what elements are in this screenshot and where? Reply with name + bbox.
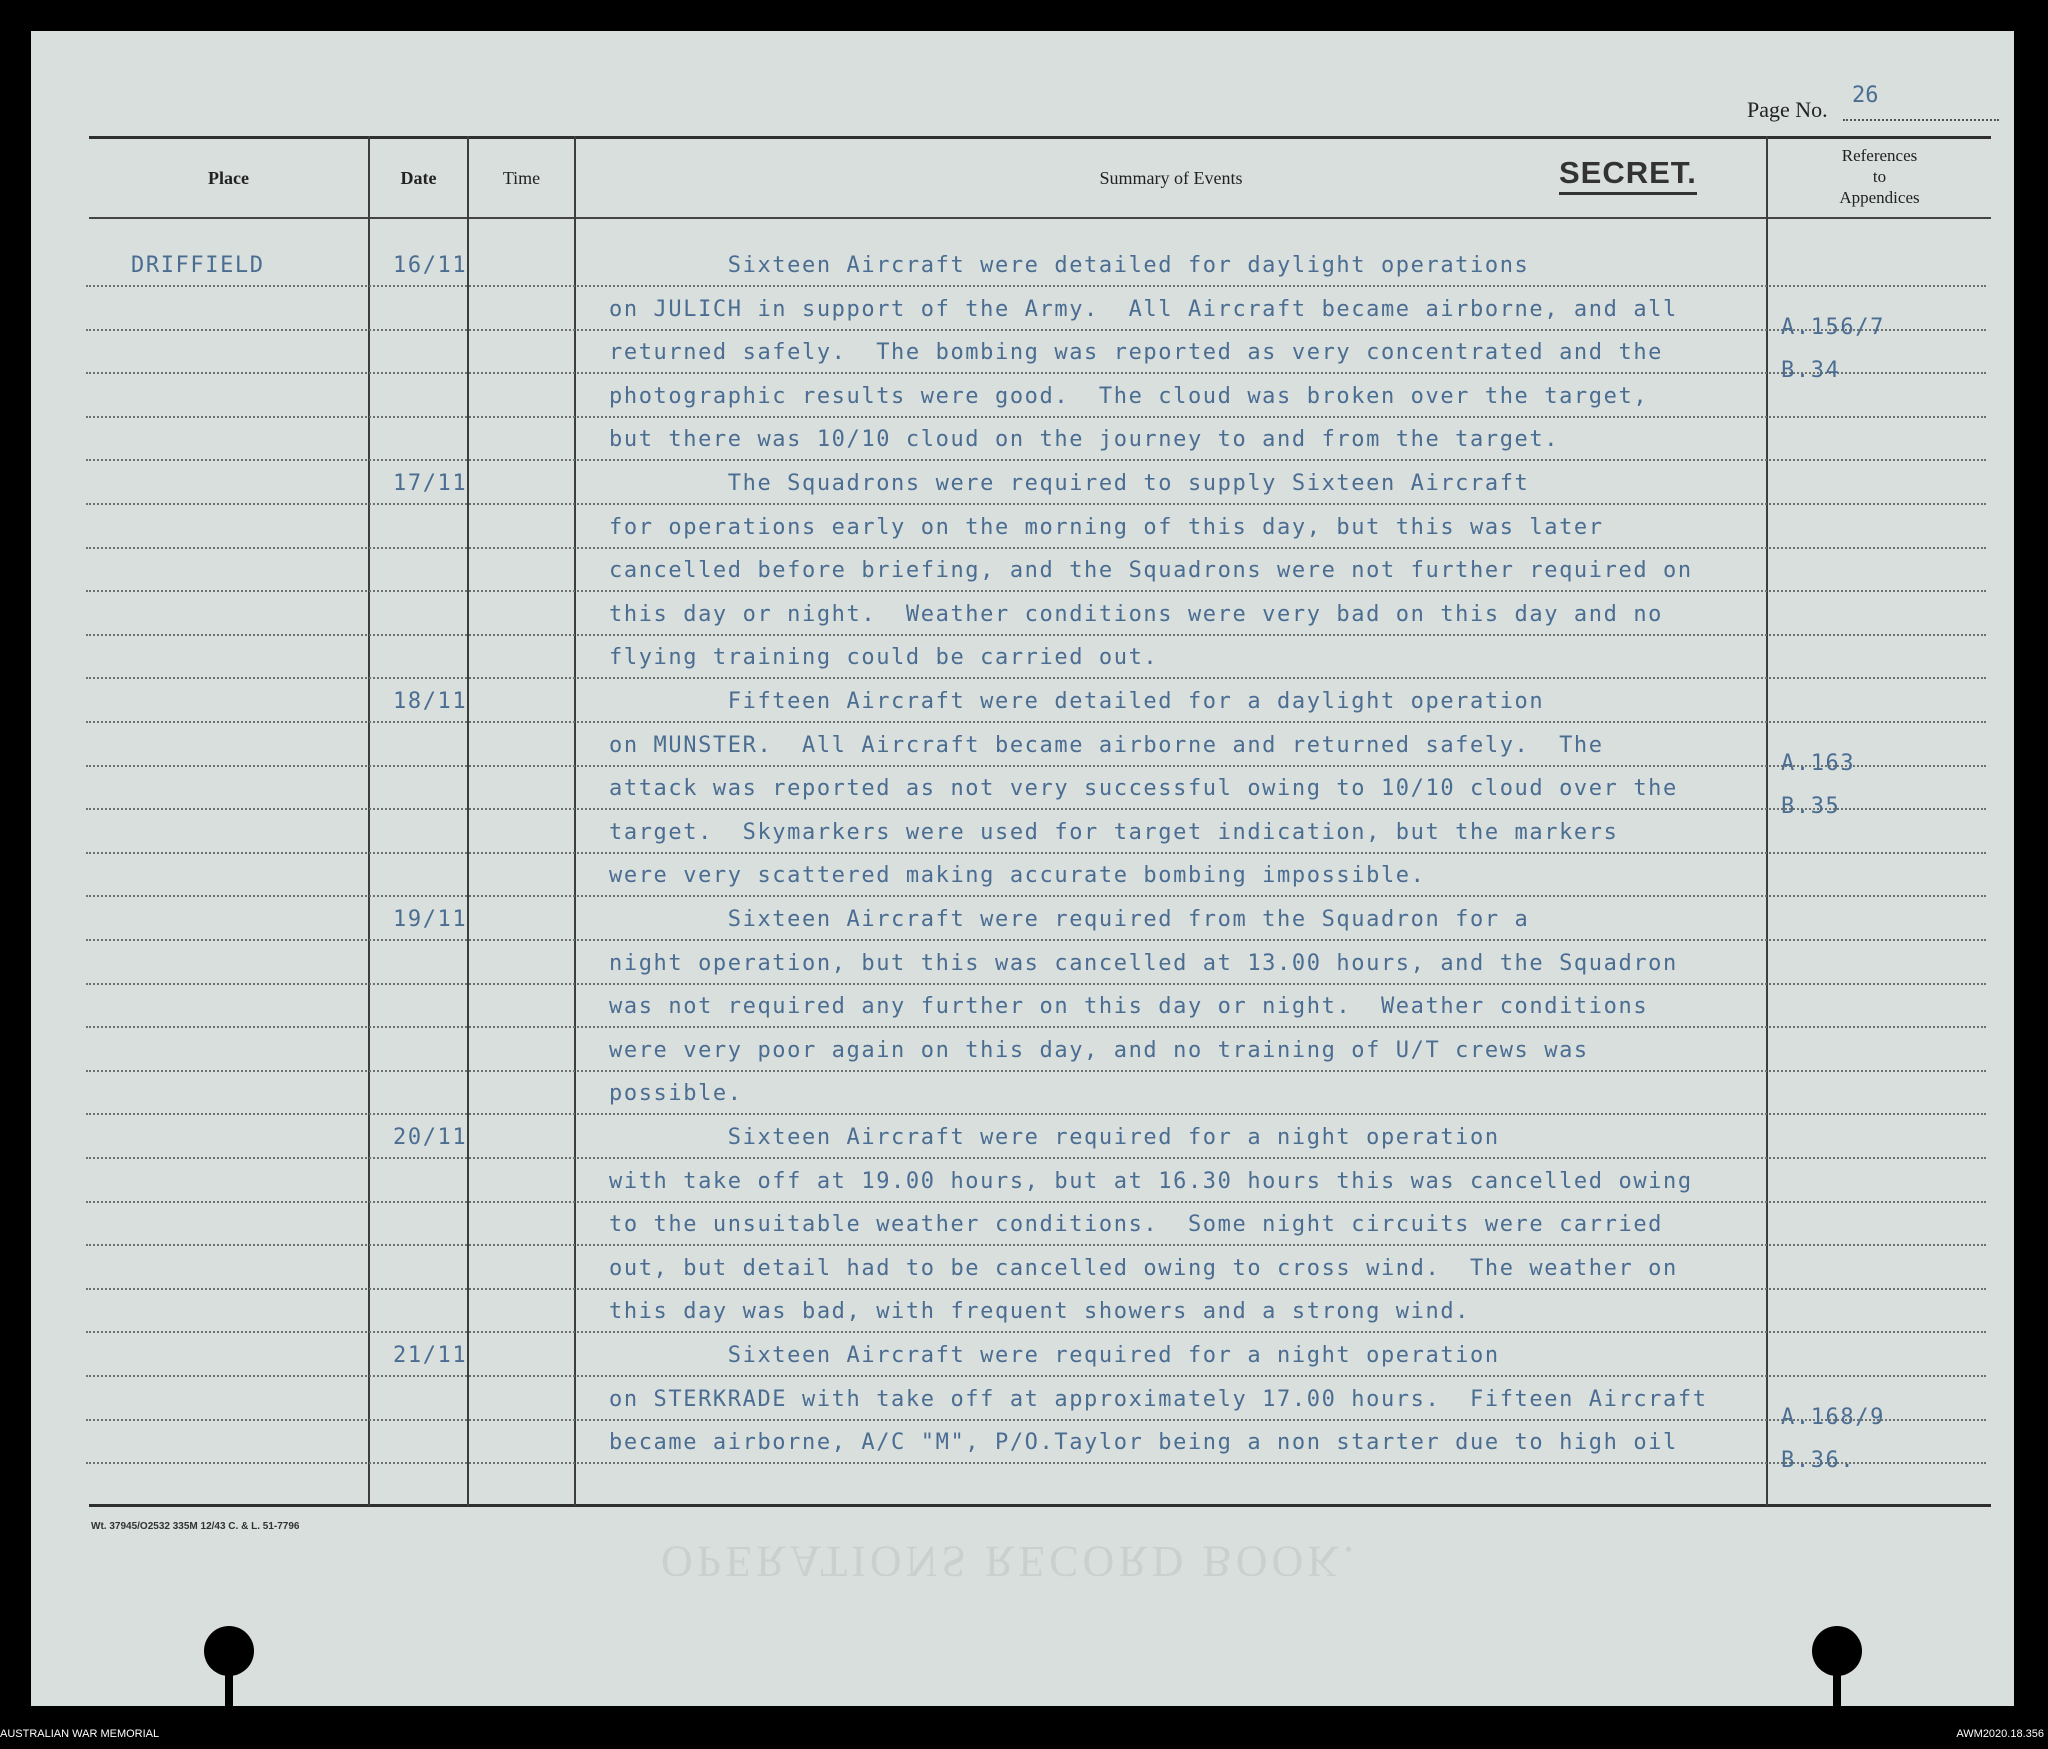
entry-summary-line: this day was bad, with frequent showers and a strong wind. (609, 1299, 1471, 1324)
page-number-value: 26 (1852, 83, 1879, 108)
header-time: Time (502, 168, 541, 188)
binder-hole-slot (1833, 1671, 1841, 1706)
header-references-line: References (1841, 146, 1918, 165)
page-number-label: Page No. (1747, 97, 1828, 122)
printer-imprint: Wt. 37945/O2532 335M 12/43 C. & L. 51-7796 (91, 1521, 300, 1532)
entry-summary-line: returned safely. The bombing was reported as very concentrated and the (609, 340, 1664, 365)
ruled-line (86, 1026, 1986, 1028)
entry-summary-line: attack was reported as not very successful owing to 10/10 cloud over the (609, 776, 1678, 801)
header-date: Date (400, 168, 437, 188)
entry-date: 17/11 (393, 471, 468, 496)
ruled-line (86, 677, 1986, 679)
entry-summary-line: photographic results were good. The cloud was broken over the target, (609, 384, 1649, 409)
entry-date: 19/11 (393, 907, 468, 932)
entry-reference: B.36. (1781, 1448, 1856, 1473)
ruled-line (86, 459, 1986, 461)
entry-reference: A.156/7 (1781, 315, 1885, 340)
ruled-line (86, 1288, 1986, 1290)
binder-hole-slot (225, 1671, 233, 1706)
ruled-line (86, 852, 1986, 854)
entry-summary-line: Sixteen Aircraft were required for a night operation (609, 1125, 1500, 1150)
ruled-line (86, 1070, 1986, 1072)
header-bottom-rule (89, 217, 1991, 219)
entry-summary-line: Sixteen Aircraft were required from the Squadron for a (609, 907, 1530, 932)
ruled-line (86, 1375, 1986, 1377)
ruled-line (86, 503, 1986, 505)
column-separator (1766, 136, 1768, 1506)
header-place: Place (208, 168, 249, 188)
entry-date: 21/11 (393, 1343, 468, 1368)
document-page (31, 31, 2014, 1706)
binder-hole (204, 1626, 254, 1676)
entry-summary-line: Sixteen Aircraft were required for a night operation (609, 1343, 1500, 1368)
entry-date: 16/11 (393, 253, 468, 278)
ruled-line (86, 1201, 1986, 1203)
ruled-line (86, 939, 1986, 941)
binder-hole (1812, 1626, 1862, 1676)
ruled-line (86, 1331, 1986, 1333)
ruled-line (86, 416, 1986, 418)
ruled-line (86, 634, 1986, 636)
page-number-dotted-line (1843, 119, 1999, 121)
place-value: DRIFFIELD (131, 253, 265, 278)
entry-date: 20/11 (393, 1125, 468, 1150)
ruled-line (86, 329, 1986, 331)
header-references (1768, 145, 1991, 208)
entry-summary-line: to the unsuitable weather conditions. Some night circuits were carried (609, 1212, 1664, 1237)
entry-summary-line: but there was 10/10 cloud on the journey to and from the target. (609, 427, 1560, 452)
footer-credit: AUSTRALIAN WAR MEMORIAL (0, 1728, 160, 1740)
table-top-border (89, 136, 1991, 139)
entry-summary-line: on STERKRADE with take off at approximately 17.00 hours. Fifteen Aircraft (609, 1387, 1708, 1412)
entry-summary-line: on MUNSTER. All Aircraft became airborne and returned safely. The (609, 733, 1604, 758)
entry-summary-line: flying training could be carried out. (609, 645, 1159, 670)
ruled-line (86, 590, 1986, 592)
entry-summary-line: were very scattered making accurate bombing impossible. (609, 863, 1426, 888)
ruled-line (86, 1113, 1986, 1115)
footer-accession: AWM2020.18.356 (1956, 1728, 2044, 1740)
ruled-line (86, 721, 1986, 723)
entry-reference: B.34 (1781, 358, 1841, 383)
entry-summary-line: Sixteen Aircraft were detailed for daylight operations (609, 253, 1530, 278)
ruled-line (86, 895, 1986, 897)
entry-reference: B.35 (1781, 794, 1841, 819)
column-separator (368, 136, 370, 1506)
column-separator (467, 136, 469, 1506)
ruled-line (86, 765, 1986, 767)
ruled-line (86, 285, 1986, 287)
entry-summary-line: out, but detail had to be cancelled owing to cross wind. The weather on (609, 1256, 1678, 1281)
header-references-line: to (1872, 167, 1887, 186)
ruled-line (86, 808, 1986, 810)
entry-reference: A.168/9 (1781, 1405, 1885, 1430)
entry-summary-line: The Squadrons were required to supply Sixteen Aircraft (609, 471, 1530, 496)
ruled-line (86, 1157, 1986, 1159)
entry-summary-line: cancelled before briefing, and the Squadrons were not further required on (609, 558, 1693, 583)
entry-summary-line: for operations early on the morning of this day, but this was later (609, 515, 1604, 540)
secret-stamp: SECRET. (1559, 155, 1697, 195)
ruled-line (86, 983, 1986, 985)
column-separator (574, 136, 576, 1506)
entry-summary-line: was not required any further on this day or night. Weather conditions (609, 994, 1649, 1019)
entry-summary-line: this day or night. Weather conditions were very bad on this day and no (609, 602, 1664, 627)
entry-summary-line: with take off at 19.00 hours, but at 16.30 hours this was cancelled owing (609, 1169, 1693, 1194)
entry-summary-line: were very poor again on this day, and no training of U/T crews was (609, 1038, 1589, 1063)
entry-summary-line: Fifteen Aircraft were detailed for a daylight operation (609, 689, 1545, 714)
ruled-line (86, 1419, 1986, 1421)
entry-summary-line: target. Skymarkers were used for target indication, but the markers (609, 820, 1619, 845)
entry-summary-line: on JULICH in support of the Army. All Aircraft became airborne, and all (609, 297, 1678, 322)
ruled-line (86, 1244, 1986, 1246)
header-references-line: Appendices (1839, 188, 1920, 207)
entry-reference: A.163 (1781, 751, 1856, 776)
entry-summary-line: night operation, but this was cancelled at 13.00 hours, and the Squadron (609, 951, 1678, 976)
table-bottom-border (89, 1504, 1991, 1507)
ruled-line (86, 1462, 1986, 1464)
header-summary: Summary of Events (1099, 168, 1243, 188)
entry-date: 18/11 (393, 689, 468, 714)
ruled-line (86, 547, 1986, 549)
show-through-title: OPERATIONS RECORD BOOK. (661, 1537, 1359, 1586)
ruled-line (86, 372, 1986, 374)
entry-summary-line: became airborne, A/C "M", P/O.Taylor being a non starter due to high oil (609, 1430, 1678, 1455)
entry-summary-line: possible. (609, 1081, 743, 1106)
